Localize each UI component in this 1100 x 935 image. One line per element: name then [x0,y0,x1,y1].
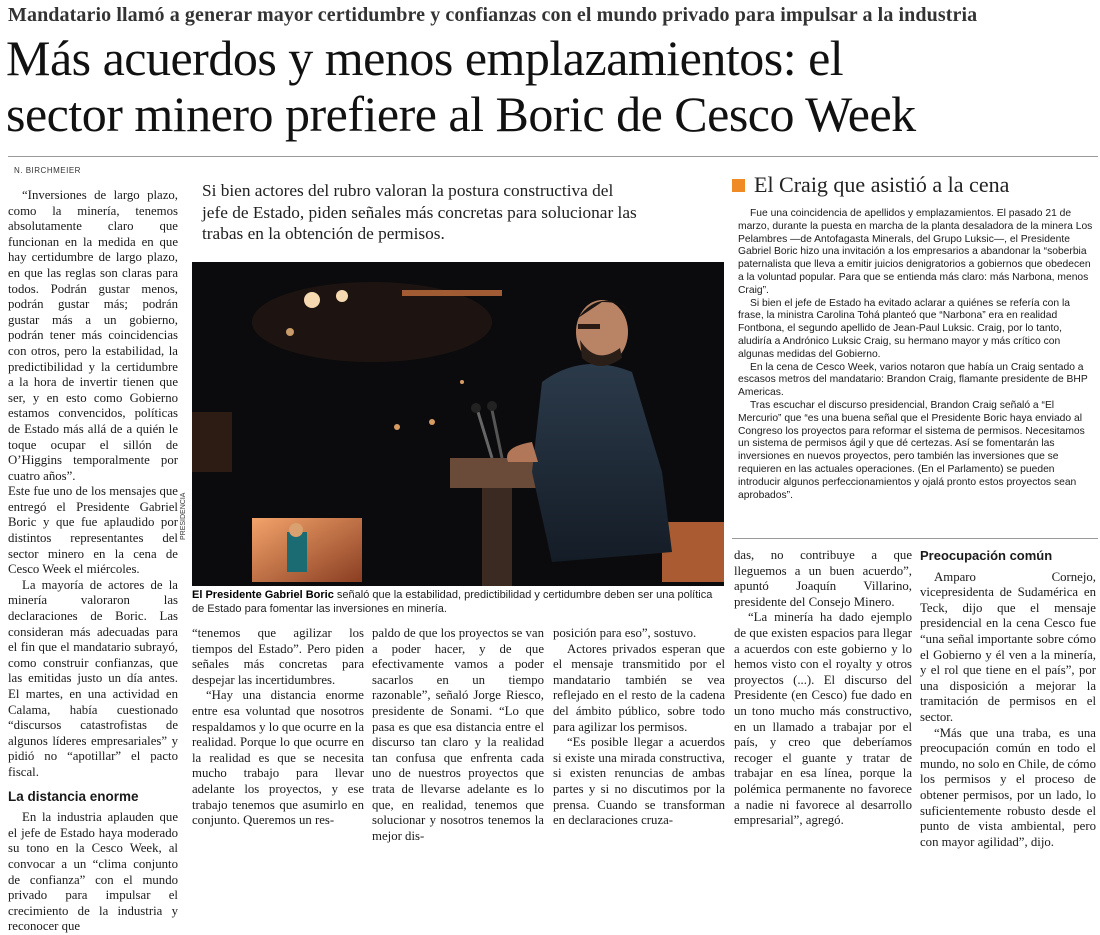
headline-line-2: sector minero prefiere al Boric de Cesco Week [6,86,916,142]
sidebar-bottom-rule [732,538,1098,539]
sidebar-paragraph: Si bien el jefe de Estado ha evitado aclarar a quiénes se refería con la frase, la ministra Carolina Tohá planteó que “Narbona” era en realidad Fontbona, el segundo apellido de Jean-Paul Luksic. Craig, por lo tanto, aludiría a Andrónico Luksic Craig, su hermano mayor y más crítico con algunas medidas del Gobierno. [738,297,1070,360]
col5-paragraph: das, no contribuye a que lleguemos a un buen acuerdo”, apuntó Joaquín Villarino, presidente del Consejo Minero. [734,548,912,609]
caption-bold: El Presidente Gabriel Boric [192,589,334,601]
col4-paragraph: Actores privados esperan que el mensaje transmitido por el mandatario también se vea reflejado en el resto de la cadena del ámbito público, sobre todo para agilizar los permisos. [553,641,725,734]
column-1 [8,188,178,934]
col4-paragraph: posición para eso”, sostuvo. [553,626,697,640]
caption-text: señaló que la estabilidad, predictibilidad y certidumbre deben ser una política de Estado para fomentar las inversiones en minería. [192,589,713,615]
column-5 [734,548,912,828]
col6-paragraph: “Más que una traba, es una preocupación común en todo el mundo, no solo en Chile, de cómo los permisos y el proceso de obtener permisos, por un lado, lo suficientemente robusto desde el punto de vista ambiental, pero con mayor agilidad”, dijo. [920,725,1096,849]
col4-paragraph: “Es posible llegar a acuerdos si existe una mirada constructiva, si existen renuncias de ambas partes y si no discutimos por la prensa. Cuando se transforman en declaraciones cruza- [553,735,725,828]
photo-boric-podium [192,262,724,586]
column-6 [920,548,1096,849]
col1-paragraph: En la industria aplauden que el jefe de Estado haya moderado su tono en la Cesco Week, al convocar a un “clima conjunto de confianza” con el mundo privado para impulsar el crecimiento de la industria y reconocer que [8,810,178,934]
orange-square-icon [732,179,745,192]
headline-rule [8,156,1098,157]
photo-illustration [192,262,724,586]
kicker: Mandatario llamó a generar mayor certidumbre y confianzas con el mundo privado para impulsar a la industria [8,4,978,26]
photo-credit: PRESIDENCIA [180,492,187,540]
sidebar-heading [732,172,1096,198]
column-4 [553,626,725,828]
col1-paragraph: La mayoría de actores de la minería valoraron las declaraciones de Boric. Las consideran más adecuadas para el fin que el mandatario subrayó, como construir confianzas, que las emitidas justo un día antes. El martes, en una actividad en Calama, había cuestionado “discursos catastrofistas de algunos líderes empresariales” y pidió no “apotillar” el pacto fiscal. [8,577,178,779]
sidebar-paragraph: Fue una coincidencia de apellidos y emplazamientos. El pasado 21 de marzo, durante la puesta en marcha de la planta desaladora de la minera Los Pelambres —de Antofagasta Minerals, del Grupo Luksic—, el Presidente Gabriel Boric hizo una invitación a los empresarios a abandonar la “soberbia paternalista que lleva a emitir juicios denigratorios a gobiernos que obedecen a la voluntad popular. Para que se entienda más claro: más Narbona, menos Craig”. [738,208,1093,296]
sidebar-paragraph: Tras escuchar el discurso presidencial, Brandon Craig señaló a “El Mercurio” que “es una buena señal que el Presidente Boric haya enviado al Congreso los proyectos para reformar el sistema de permisos. Necesitamos un sistema de permisos ágil y que dé certezas. Así se fomentarán las inversiones en nuevos proyectos, pero también las inversiones que se requieren en las actuales operaciones. (En el Parlamento) se pueden introducir algunos perfeccionamientos y ojalá pronto estos proyectos sean aprobados”. [738,399,1085,501]
col3-paragraph: paldo de que los proyectos se van a poder hacer, y de que efectivamente vamos a poder sacarlos en un tiempo razonable”, señaló Jorge Riesco, presidente de Sonami. “Lo que pasa es que esa distancia entre el discurso tan claro y la realidad tan confusa que enfrenta cada uno de nuestros proyectos que trata de llevarse adelante es lo que, en realidad, tenemos que solucionar y nosotros tenemos la mejor dis- [372,626,545,843]
headline-line-1: Más acuerdos y menos emplazamientos: el [6,30,844,86]
sidebar-box [732,172,1096,502]
subhead-preocupacion: Preocupación común [920,548,1053,563]
col5-paragraph: “La minería ha dado ejemplo de que existen espacios para llegar a acuerdos con este gobierno y lo hemos visto con el royalty y otros proyectos (...). El discurso del Presidente (en Cesco) fue dado en un tono mucho más constructivo, en un llamado a trabajar por el país, y creo que deberíamos recoger el guante y tratar de trabajar en esa línea, porque la polémica permanente no favorece a nadie ni favorece al desarrollo empresarial”, agregó. [734,610,912,828]
sidebar-text [732,208,1096,502]
sidebar-paragraph: En la cena de Cesco Week, varios notaron que había un Craig sentado a escasos metros del mandatario: Brandon Craig, flamante presidente de BHP Americas. [738,361,1088,399]
headline [6,30,1096,142]
sidebar-title: El Craig que asistió a la cena [754,172,1010,197]
col1-paragraph: Este fue uno de los mensajes que entregó el Presidente Gabriel Boric y que fue aplaudido por distintos representantes del sector minero en la cena de Cesco Week el miércoles. [8,484,178,577]
col1-paragraph: “Inversiones de largo plazo, como la minería, tenemos absolutamente claro que funcionan en la medida en que hay certidumbre de largo plazo, en que las reglas son claras para todos. Podrán gustar menos, podrán gustar más; podrán gustar más a un gobierno, podrán tener más coincidencias con otros, pero la estabilidad, la predictibilidad y la certidumbre a la hora de invertir tienen que ser, y en esto como Gobierno estamos convencidos, políticas de Estado más allá de a quién le toque ocupar el sillón de O’Higgins temporalmente por cuatro años”. [8,188,178,483]
byline: N. BIRCHMEIER [14,166,81,175]
deck: Si bien actores del rubro valoran la postura constructiva del jefe de Estado, piden señales más concretas para solucionar las trabas en la obtención de permisos. [202,181,637,243]
col6-paragraph: Amparo Cornejo, vicepresidenta de Sudamérica en Teck, dijo que el mensaje presidencial en la cena Cesco fue “una señal importante sobre cómo el Gobierno y él ven a la minería, y el rol que tiene en el país”, por una disposición a mejorar la tramitación de permisos en el sector. [920,569,1096,724]
col2-paragraph: “tenemos que agilizar los tiempos del Estado”. Pero piden señales más concretas para despejar las incertidumbres. [192,626,364,687]
column-3 [372,626,545,843]
col2-paragraph: “Hay una distancia enorme entre esa voluntad que nosotros respaldamos y lo que ocurre en la realidad. Porque lo que ocurre en la realidad es que se necesita mucho trabajo para llevar adelante los proyectos, y ese trabajo tenemos que asumirlo en conjunto. Queremos un res- [192,688,364,828]
photo-caption [192,588,724,616]
subhead-distancia: La distancia enorme [8,788,139,804]
column-2 [192,626,364,828]
